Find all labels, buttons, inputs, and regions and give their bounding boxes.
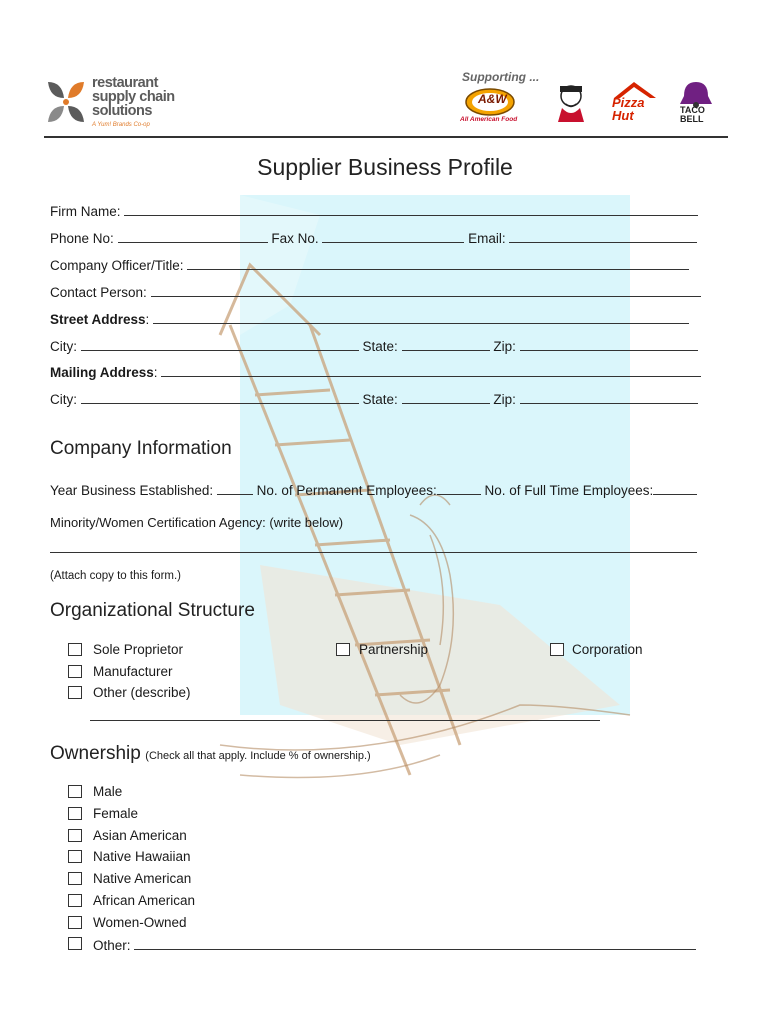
phone-row xyxy=(50,229,697,246)
pizza-hut-text: Pizza Hut xyxy=(612,95,645,123)
firm-name-label: Firm Name: xyxy=(50,204,121,219)
sole-proprietor-checkbox[interactable] xyxy=(68,643,82,656)
email-field[interactable] xyxy=(509,229,697,243)
logo-line-1: restaurant xyxy=(92,75,158,91)
header-divider xyxy=(44,136,728,138)
phone-label: Phone No: xyxy=(50,231,114,246)
taco-bell-text xyxy=(680,106,705,124)
other-structure-checkbox[interactable] xyxy=(68,686,82,699)
aw-logo xyxy=(458,86,522,126)
mailing-city-label: City: xyxy=(50,392,77,407)
kfc-colonel-icon xyxy=(552,80,590,126)
organizational-structure-heading: Organizational Structure xyxy=(50,600,255,621)
other-ownership-label: Other: xyxy=(93,938,131,953)
female-checkbox[interactable] xyxy=(68,807,82,820)
women-owned-label: Women-Owned xyxy=(93,915,187,930)
mailing-state-field[interactable] xyxy=(402,390,490,404)
pizza-hut-logo xyxy=(610,80,660,126)
taco-bell-logo xyxy=(678,80,714,126)
street-address-field[interactable] xyxy=(153,310,689,324)
street-address-label: Street Address xyxy=(50,312,146,327)
city-row-1 xyxy=(50,337,698,354)
ownership-note: (Check all that apply. Include % of ownership.) xyxy=(145,750,371,762)
page-title: Supplier Business Profile xyxy=(257,154,513,180)
taco-bell-text-line-2: BELL xyxy=(680,114,704,124)
native-american-checkbox[interactable] xyxy=(68,872,82,885)
taco-bell-text-line-1: TACO xyxy=(680,105,705,115)
taco-bell-bell-icon xyxy=(678,80,714,108)
mailing-address-label: Mailing Address xyxy=(50,365,154,380)
mailing-zip-label: Zip: xyxy=(493,392,516,407)
zip-label: Zip: xyxy=(493,339,516,354)
asian-american-checkbox[interactable] xyxy=(68,829,82,842)
manufacturer-label: Manufacturer xyxy=(93,664,173,679)
attach-note: (Attach copy to this form.) xyxy=(50,570,182,582)
sole-proprietor-label: Sole Proprietor xyxy=(93,642,184,657)
permanent-employees-label: No. of Permanent Employees: xyxy=(256,483,437,498)
full-time-employees-field[interactable] xyxy=(653,481,697,495)
mailing-address-row xyxy=(50,363,701,380)
street-address-colon: : xyxy=(145,312,150,327)
other-ownership-row xyxy=(93,936,696,953)
company-logo xyxy=(44,78,88,131)
contact-person-label: Contact Person: xyxy=(50,285,147,300)
city-field[interactable] xyxy=(81,337,359,351)
ownership-heading: Ownership xyxy=(50,743,141,764)
employees-row xyxy=(50,481,697,498)
email-label: Email: xyxy=(468,231,506,246)
logo-wordmark xyxy=(92,76,175,118)
leaf-logo-icon xyxy=(44,78,88,126)
contact-person-field[interactable] xyxy=(151,283,701,297)
mailing-city-field[interactable] xyxy=(81,390,359,404)
certification-label: Minority/Women Certification Agency: (write below) xyxy=(50,515,344,530)
year-established-field[interactable] xyxy=(217,481,253,495)
permanent-employees-field[interactable] xyxy=(437,481,481,495)
native-hawaiian-label: Native Hawaiian xyxy=(93,849,191,864)
logo-line-3: solutions xyxy=(92,103,152,119)
mailing-zip-field[interactable] xyxy=(520,390,698,404)
firm-name-row xyxy=(50,202,698,219)
manufacturer-checkbox[interactable] xyxy=(68,665,82,678)
aw-logo-subtext: All American Food xyxy=(460,116,518,123)
zip-field[interactable] xyxy=(520,337,698,351)
other-ownership-field[interactable] xyxy=(134,936,696,950)
officer-label: Company Officer/Title: xyxy=(50,258,184,273)
mailing-address-field[interactable] xyxy=(161,363,701,377)
aw-logo-text: A&W xyxy=(478,92,507,106)
kfc-logo xyxy=(552,80,590,126)
logo-line-2: supply chain xyxy=(92,89,175,105)
year-established-label: Year Business Established: xyxy=(50,483,214,498)
corporation-checkbox[interactable] xyxy=(550,643,564,656)
other-structure-label: Other (describe) xyxy=(93,685,191,700)
other-structure-field[interactable] xyxy=(90,708,600,721)
city-label: City: xyxy=(50,339,77,354)
mailing-address-colon: : xyxy=(153,365,158,380)
partnership-checkbox[interactable] xyxy=(336,643,350,656)
officer-field[interactable] xyxy=(187,256,689,270)
asian-american-label: Asian American xyxy=(93,828,187,843)
native-american-label: Native American xyxy=(93,871,192,886)
state-label: State: xyxy=(362,339,398,354)
company-information-heading: Company Information xyxy=(50,438,232,459)
state-field[interactable] xyxy=(402,337,490,351)
african-american-checkbox[interactable] xyxy=(68,894,82,907)
officer-row xyxy=(50,256,689,273)
phone-field[interactable] xyxy=(118,229,268,243)
fax-label: Fax No. xyxy=(271,231,319,246)
african-american-label: African American xyxy=(93,893,196,908)
fax-field[interactable] xyxy=(322,229,464,243)
ownership-heading-row xyxy=(50,743,371,765)
native-hawaiian-checkbox[interactable] xyxy=(68,850,82,863)
logo-tagline: A Yum! Brands Co-op xyxy=(92,122,150,128)
corporation-label: Corporation xyxy=(572,642,643,657)
male-label: Male xyxy=(93,784,123,799)
full-time-employees-label: No. of Full Time Employees: xyxy=(484,483,654,498)
women-owned-checkbox[interactable] xyxy=(68,916,82,929)
other-ownership-checkbox[interactable] xyxy=(68,937,82,950)
street-address-row xyxy=(50,310,689,327)
supporting-label: Supporting ... xyxy=(462,70,540,84)
city-row-2 xyxy=(50,390,698,407)
male-checkbox[interactable] xyxy=(68,785,82,798)
mailing-state-label: State: xyxy=(362,392,398,407)
female-label: Female xyxy=(93,806,139,821)
certification-field[interactable] xyxy=(50,540,697,553)
contact-person-row xyxy=(50,283,701,300)
partnership-label: Partnership xyxy=(359,642,429,657)
firm-name-field[interactable] xyxy=(124,202,698,216)
